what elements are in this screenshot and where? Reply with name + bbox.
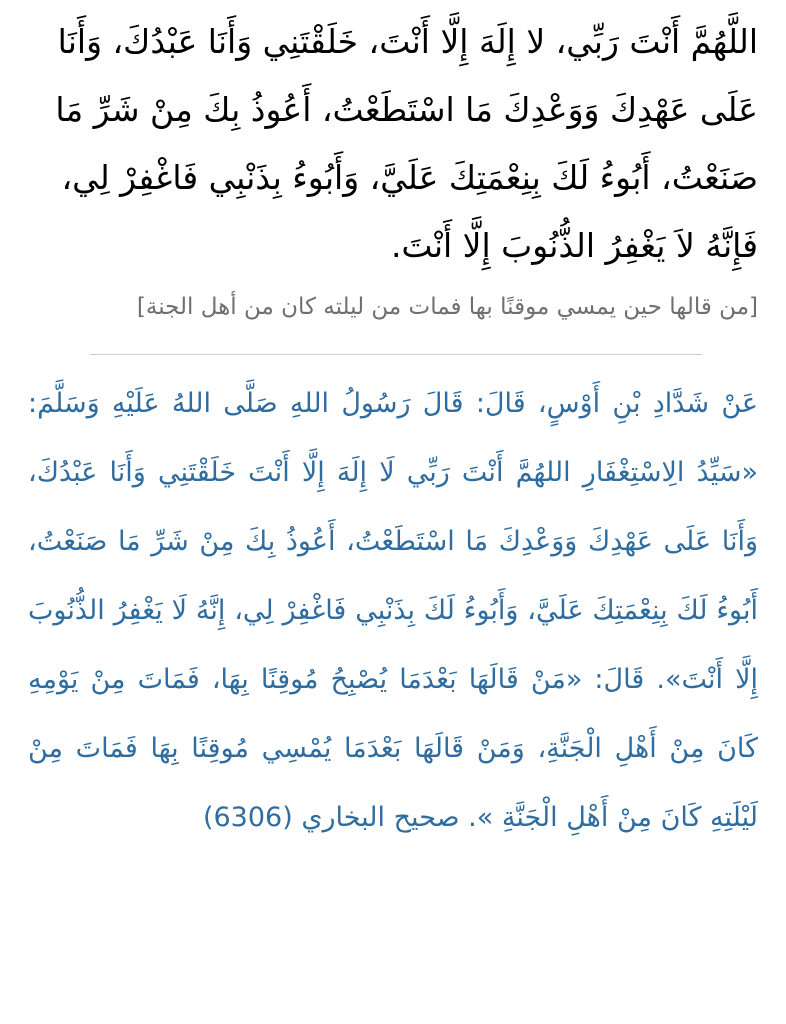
virtue-note: [من قالها حين يمسي موقنًا بها فمات من ليلته كان من أهل الجنة] <box>136 294 758 320</box>
hadith-text <box>28 369 758 852</box>
dua-text: اللَّهُمَّ أَنْتَ رَبِّي، لا إِلَهَ إِلَّا أَنْتَ، خَلَقْتَنِي وَأَنَا عَبْدُكَ، وَأَنَا عَلَى عَهْدِكَ وَوَعْدِكَ مَا اسْتَطَعْتُ، أَعُوذُ بِكَ مِنْ شَرِّ مَا صَنَعْتُ، أَبُوءُ لَكَ بِنِعْمَتِكَ عَلَيَّ، وَأَبُوءُ بِذَنْبِي فَاغْفِرْ لِي، فَإِنَّهُ لاَ يَغْفِرُ الذُّنُوبَ إِلَّا أَنْتَ. <box>55 22 758 265</box>
document-page <box>28 8 758 852</box>
section-divider <box>90 354 702 355</box>
hadith-source: صحيح البخاري (6306) <box>202 802 460 833</box>
hadith-body: عَنْ شَدَّادِ بْنِ أَوْسٍ، قَالَ: قَالَ رَسُولُ اللهِ صَلَّى اللهُ عَلَيْهِ وَسَلَّمَ: «سَيِّدُ الِاسْتِغْفَارِ اللهُمَّ أَنْتَ رَبِّي لَا إِلَهَ إِلَّا أَنْتَ خَلَقْتَنِي وَأَنَا عَبْدُكَ، وَأَنَا عَلَى عَهْدِكَ وَوَعْدِكَ مَا اسْتَطَعْتُ، أَعُوذُ بِكَ مِنْ شَرِّ مَا صَنَعْتُ، أَبُوءُ لَكَ بِنِعْمَتِكَ عَلَيَّ، وَأَبُوءُ لَكَ بِذَنْبِي فَاغْفِرْ لِي، إِنَّهُ لَا يَغْفِرُ الذُّنُوبَ إِلَّا أَنْتَ». قَالَ: «مَنْ قَالَهَا بَعْدَمَا يُصْبِحُ مُوقِنًا بِهَا، فَمَاتَ مِنْ يَوْمِهِ كَانَ مِنْ أَهْلِ الْجَنَّةِ، وَمَنْ قَالَهَا بَعْدَمَا يُمْسِي مُوقِنًا بِهَا فَمَاتَ مِنْ لَيْلَتِهِ كَانَ مِنْ أَهْلِ الْجَنَّةِ ». <box>28 388 758 833</box>
